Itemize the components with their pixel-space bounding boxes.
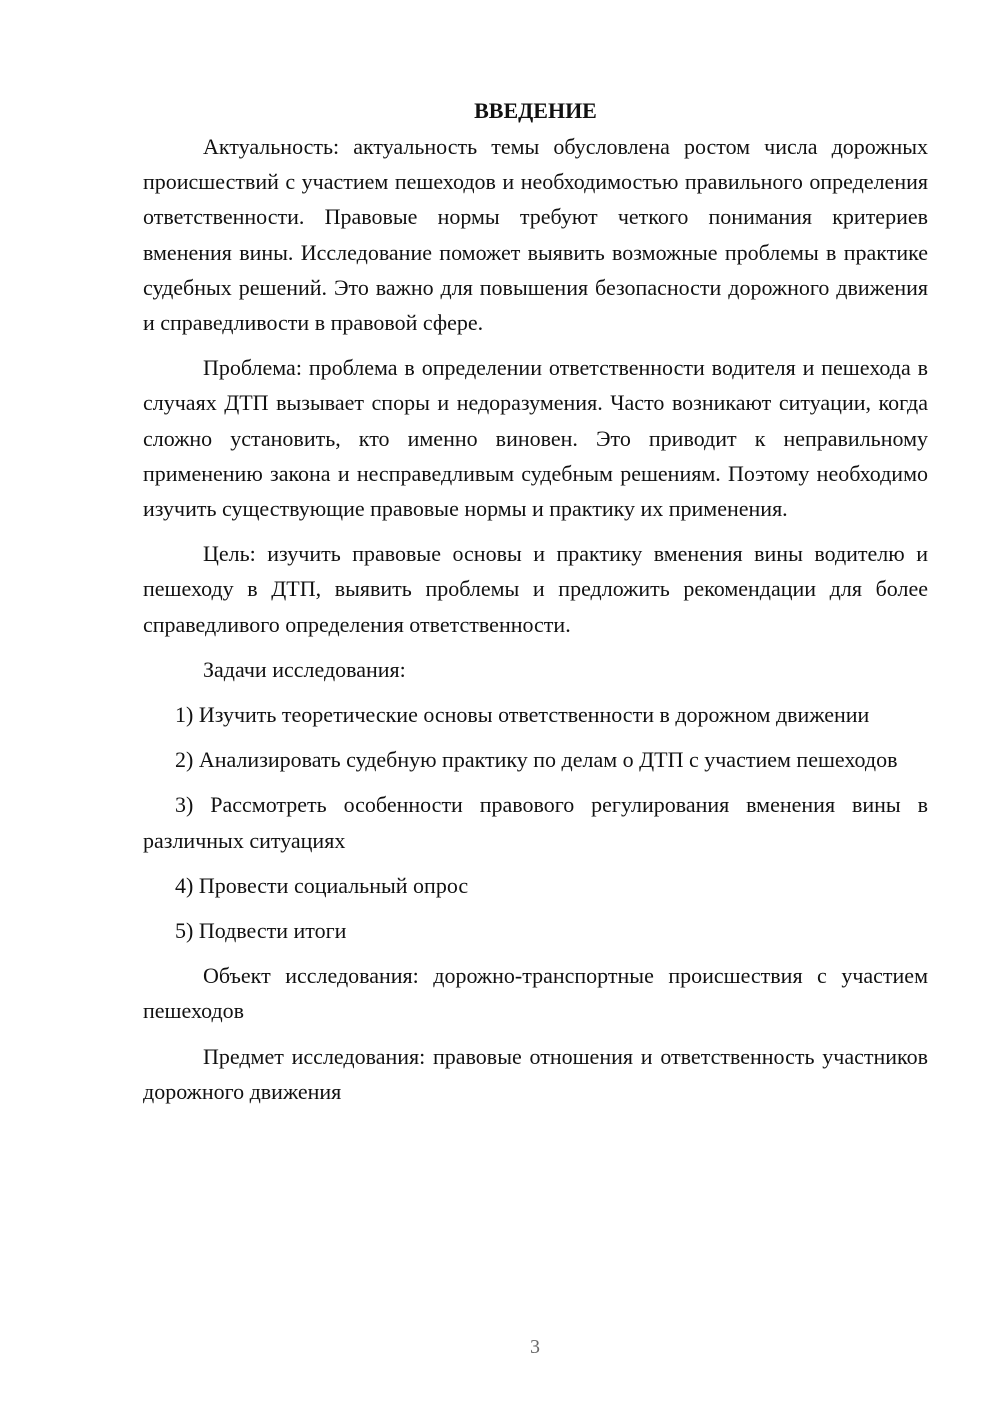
subject-paragraph: Предмет исследования: правовые отношения и ответственность участников дорожного движения — [143, 1043, 928, 1104]
problem-paragraph: Проблема: проблема в определении ответственности водителя и пешехода в случаях ДТП вызывает споры и недоразумения. Часто возникают ситуации, когда сложно установить, кто именно виновен. Это приводит к неправильному применению закона и несправедливым судебным решениям. Поэтому необходимо изучить существующие правовые нормы и практику их применения. — [143, 355, 928, 522]
page-number: 3 — [530, 1336, 540, 1358]
goal-paragraph: Цель: изучить правовые основы и практику вменения вины водителю и пешеходу в ДТП, выявить проблемы и предложить рекомендации для более справедливого определения ответственности. — [143, 541, 928, 637]
tasks-title: Задачи исследования: — [203, 656, 406, 682]
task-item-1: 1) Изучить теоретические основы ответственности в дорожном движении — [175, 702, 870, 728]
document-page — [143, 93, 928, 1119]
object-paragraph: Объект исследования: дорожно-транспортные происшествия с участием пешеходов — [143, 963, 928, 1024]
section-heading: ВВЕДЕНИЕ — [474, 98, 597, 123]
task-item-4: 4) Провести социальный опрос — [175, 872, 469, 898]
task-item-5: 5) Подвести итоги — [175, 918, 347, 944]
task-item-3: 3) Рассмотреть особенности правового регулирования вменения вины в различных ситуациях — [143, 792, 928, 853]
task-item-2: 2) Анализировать судебную практику по делам о ДТП с участием пешеходов — [175, 747, 898, 773]
relevance-paragraph: Актуальность: актуальность темы обусловлена ростом числа дорожных происшествий с участием пешеходов и необходимостью правильного определения ответственности. Правовые нормы требуют четкого понимания критериев вменения вины. Исследование поможет выявить возможные проблемы в практике судебных решений. Это важно для повышения безопасности дорожного движения и справедливости в правовой сфере. — [143, 134, 928, 336]
